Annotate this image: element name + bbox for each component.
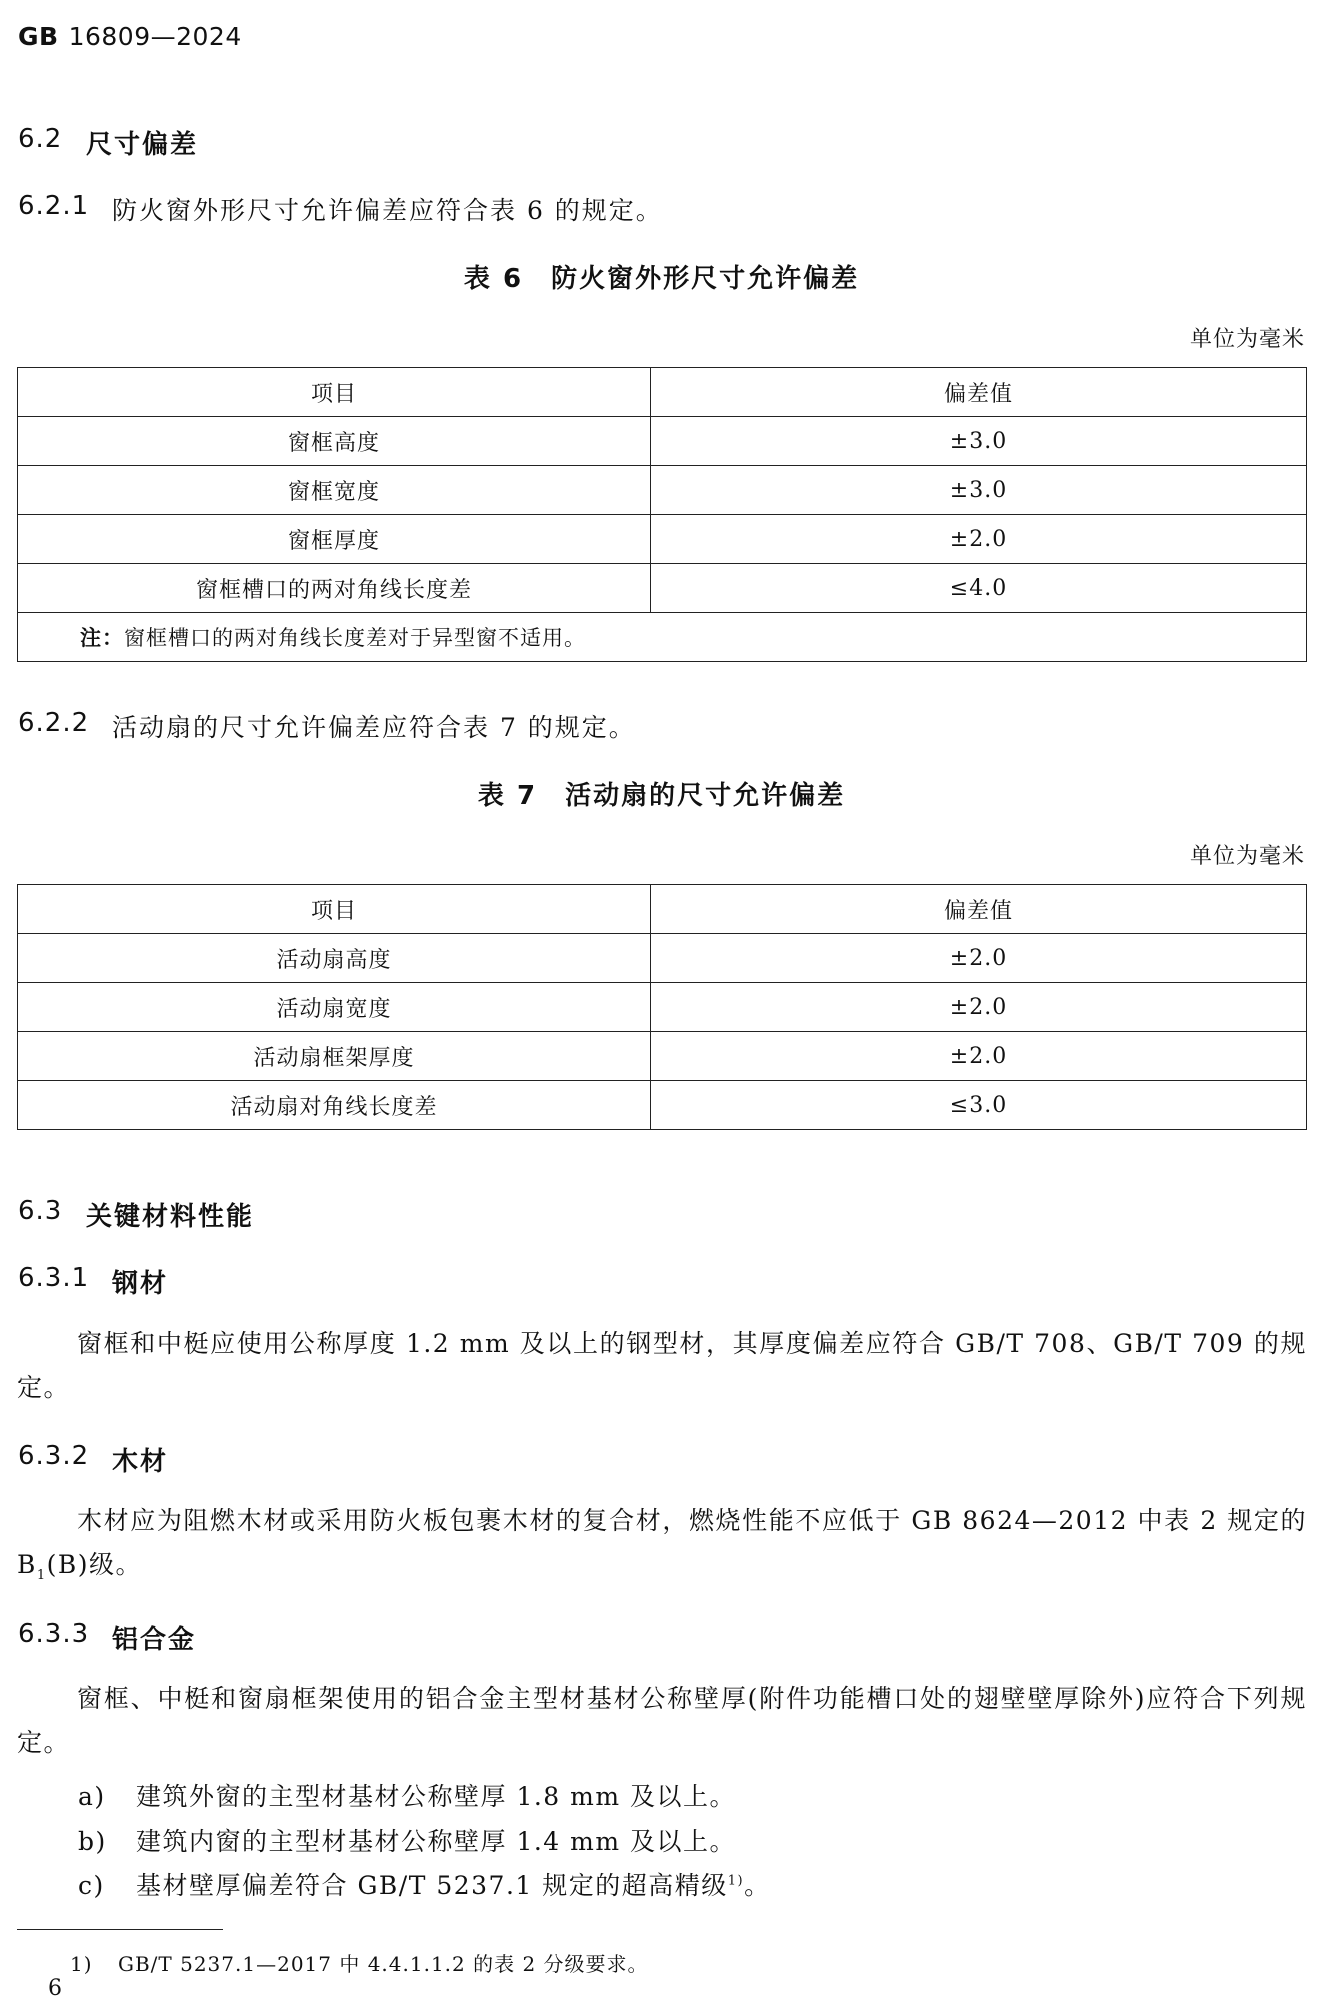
list-label: c) <box>78 1871 105 1900</box>
list-text: 建筑内窗的主型材基材公称壁厚 1.4 mm 及以上。 <box>136 1827 737 1856</box>
standard-prefix: GB <box>18 22 59 51</box>
table-cell-value: ≤4.0 <box>651 564 1307 613</box>
clause-number: 6.3.1 <box>18 1263 90 1293</box>
table-cell-item: 活动扇对角线长度差 <box>18 1081 651 1130</box>
list-label: a) <box>78 1782 106 1811</box>
paragraph-text: 木材应为阻燃木材或采用防火板包裹木材的复合材，燃烧性能不应低于 GB 8624—2012 中表 2 规定的 B <box>17 1506 1307 1579</box>
table-cell-item: 窗框宽度 <box>18 466 651 515</box>
footnote-number: 1) <box>70 1952 93 1976</box>
table-row <box>18 515 1307 564</box>
standard-code: 16809—2024 <box>68 22 242 51</box>
footnote <box>70 1948 649 1977</box>
table-cell-value: ±2.0 <box>651 983 1307 1032</box>
table-note <box>18 613 1307 662</box>
clause-number: 6.2.1 <box>18 191 90 221</box>
column-header-value: 偏差值 <box>651 885 1307 934</box>
table-6-title: 表 6 防火窗外形尺寸允许偏差 <box>463 264 860 294</box>
table-cell-value: ±2.0 <box>651 515 1307 564</box>
paragraph: 窗框、中梃和窗扇框架使用的铝合金主型材基材公称壁厚(附件功能槽口处的翅壁壁厚除外)应符合下列规定。 <box>17 1684 1307 1757</box>
table-cell-value: ±2.0 <box>651 1032 1307 1081</box>
table-note-row <box>18 613 1307 662</box>
footnote-rule <box>17 1929 223 1930</box>
table-7-title: 表 7 活动扇的尺寸允许偏差 <box>477 781 846 811</box>
column-header-value: 偏差值 <box>651 368 1307 417</box>
list-text: 基材壁厚偏差符合 GB/T 5237.1 规定的超高精级 <box>136 1871 728 1900</box>
clause-title: 钢材 <box>112 1269 169 1299</box>
clause-title: 木材 <box>112 1447 169 1477</box>
table-row <box>18 983 1307 1032</box>
subscript: 1 <box>36 1568 47 1583</box>
table-7 <box>17 884 1307 1130</box>
table-6-unit: 单位为毫米 <box>1189 327 1305 352</box>
section-number: 6.3 <box>18 1196 63 1226</box>
table-row <box>18 1081 1307 1130</box>
list-label: b) <box>78 1827 107 1856</box>
footnote-marker: 1) <box>727 1873 745 1889</box>
list-item <box>78 1777 736 1813</box>
table-cell-item: 窗框高度 <box>18 417 651 466</box>
table-row <box>18 934 1307 983</box>
section-title: 尺寸偏差 <box>86 130 199 160</box>
section-number: 6.2 <box>18 124 63 154</box>
note-text: 窗框槽口的两对角线长度差对于异型窗不适用。 <box>124 626 586 650</box>
table-7-unit: 单位为毫米 <box>1189 844 1305 869</box>
list-text: 。 <box>744 1871 771 1900</box>
clause-text: 活动扇的尺寸允许偏差应符合表 7 的规定。 <box>112 713 636 742</box>
clause-text: 防火窗外形尺寸允许偏差应符合表 6 的规定。 <box>112 196 663 225</box>
clause-number: 6.2.2 <box>18 708 90 738</box>
paragraph: 窗框和中梃应使用公称厚度 1.2 mm 及以上的钢型材，其厚度偏差应符合 GB/T 708、GB/T 709 的规定。 <box>17 1329 1307 1402</box>
table-cell-item: 活动扇框架厚度 <box>18 1032 651 1081</box>
table-header-row <box>18 885 1307 934</box>
table-6 <box>17 367 1307 662</box>
table-row <box>18 466 1307 515</box>
clause-number: 6.3.3 <box>18 1619 90 1649</box>
list-text: 建筑外窗的主型材基材公称壁厚 1.8 mm 及以上。 <box>136 1782 737 1811</box>
table-cell-item: 活动扇宽度 <box>18 983 651 1032</box>
list-item <box>78 1866 771 1902</box>
table-cell-item: 窗框厚度 <box>18 515 651 564</box>
paragraph <box>17 1499 1307 1587</box>
page-number: 6 <box>48 1976 62 2001</box>
column-header-item: 项目 <box>18 885 651 934</box>
table-row <box>18 417 1307 466</box>
list-item <box>78 1822 736 1858</box>
paragraph-text: (B)级。 <box>46 1550 143 1579</box>
table-cell-item: 活动扇高度 <box>18 934 651 983</box>
table-cell-value: ±2.0 <box>651 934 1307 983</box>
column-header-item: 项目 <box>18 368 651 417</box>
table-cell-item: 窗框槽口的两对角线长度差 <box>18 564 651 613</box>
standard-number <box>18 22 242 51</box>
table-row <box>18 1032 1307 1081</box>
table-cell-value: ±3.0 <box>651 417 1307 466</box>
section-title: 关键材料性能 <box>86 1202 255 1232</box>
table-cell-value: ±3.0 <box>651 466 1307 515</box>
footnote-text: GB/T 5237.1—2017 中 4.4.1.1.2 的表 2 分级要求。 <box>118 1952 649 1976</box>
note-label: 注： <box>80 626 124 650</box>
table-header-row <box>18 368 1307 417</box>
clause-title: 铝合金 <box>112 1625 197 1655</box>
table-row <box>18 564 1307 613</box>
table-cell-value: ≤3.0 <box>651 1081 1307 1130</box>
clause-number: 6.3.2 <box>18 1441 90 1471</box>
